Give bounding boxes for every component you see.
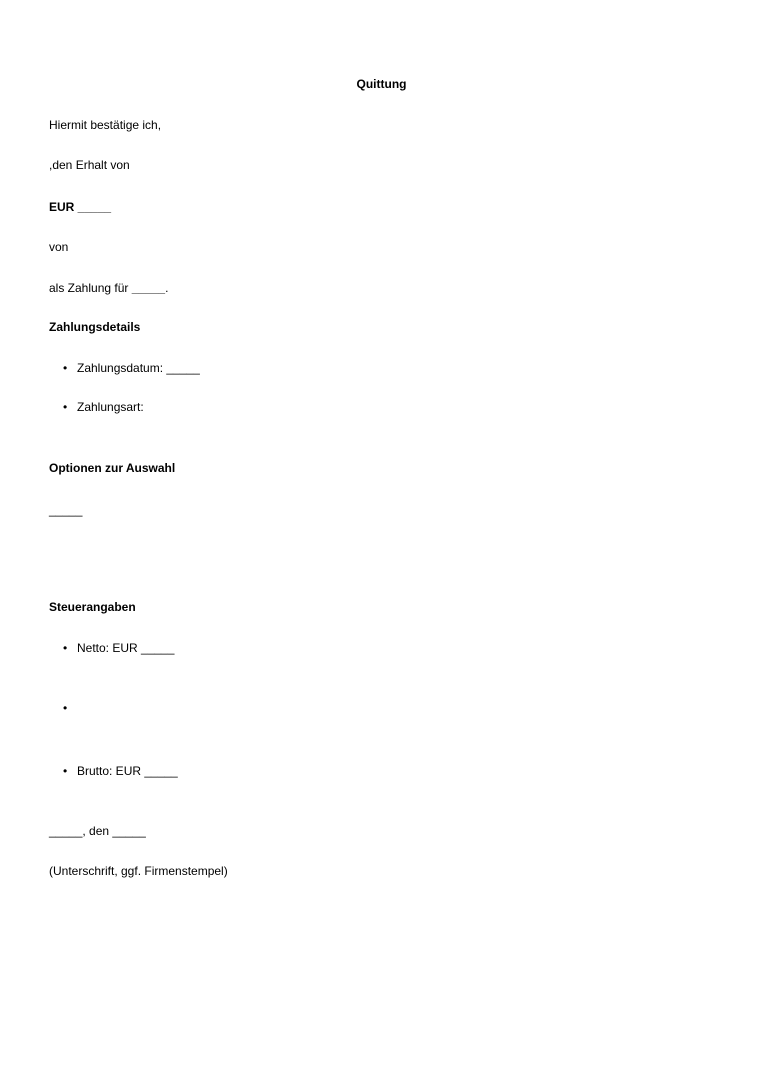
- confirmation-text: Hiermit bestätige ich,: [49, 118, 162, 132]
- bullet-icon: •: [63, 764, 68, 778]
- payment-details-item-text: Zahlungsart:: [77, 400, 144, 414]
- bullet-icon: •: [63, 361, 68, 375]
- payment-details-item-text: Zahlungsdatum: _____: [77, 361, 200, 375]
- receipt-text: ,den Erhalt von: [49, 158, 130, 172]
- bullet-icon: •: [63, 400, 68, 414]
- tax-item: [63, 764, 178, 778]
- payment-details-item: [63, 400, 144, 414]
- payment-for-line: [49, 281, 168, 295]
- from-text: von: [49, 240, 69, 254]
- tax-item-text: Brutto: EUR _____: [77, 764, 178, 778]
- amount-line: EUR _____: [49, 200, 112, 214]
- payment-details-heading: Zahlungsdetails: [49, 320, 141, 334]
- tax-item: [63, 641, 174, 655]
- document-title: Quittung: [356, 77, 407, 91]
- payment-details-item: [63, 361, 200, 375]
- tax-heading: Steuerangaben: [49, 600, 136, 614]
- payment-for-blank: _____: [131, 281, 166, 295]
- payment-for-suffix: .: [165, 281, 169, 295]
- payment-for-prefix: als Zahlung für: [49, 281, 132, 295]
- place-date-line: _____, den _____: [49, 824, 146, 838]
- signature-caption: (Unterschrift, ggf. Firmenstempel): [49, 864, 228, 878]
- tax-item: [63, 701, 77, 715]
- options-heading: Optionen zur Auswahl: [49, 461, 176, 475]
- options-blank: _____: [49, 503, 83, 517]
- bullet-icon: •: [63, 701, 68, 715]
- bullet-icon: •: [63, 641, 68, 655]
- tax-item-text: Netto: EUR _____: [77, 641, 175, 655]
